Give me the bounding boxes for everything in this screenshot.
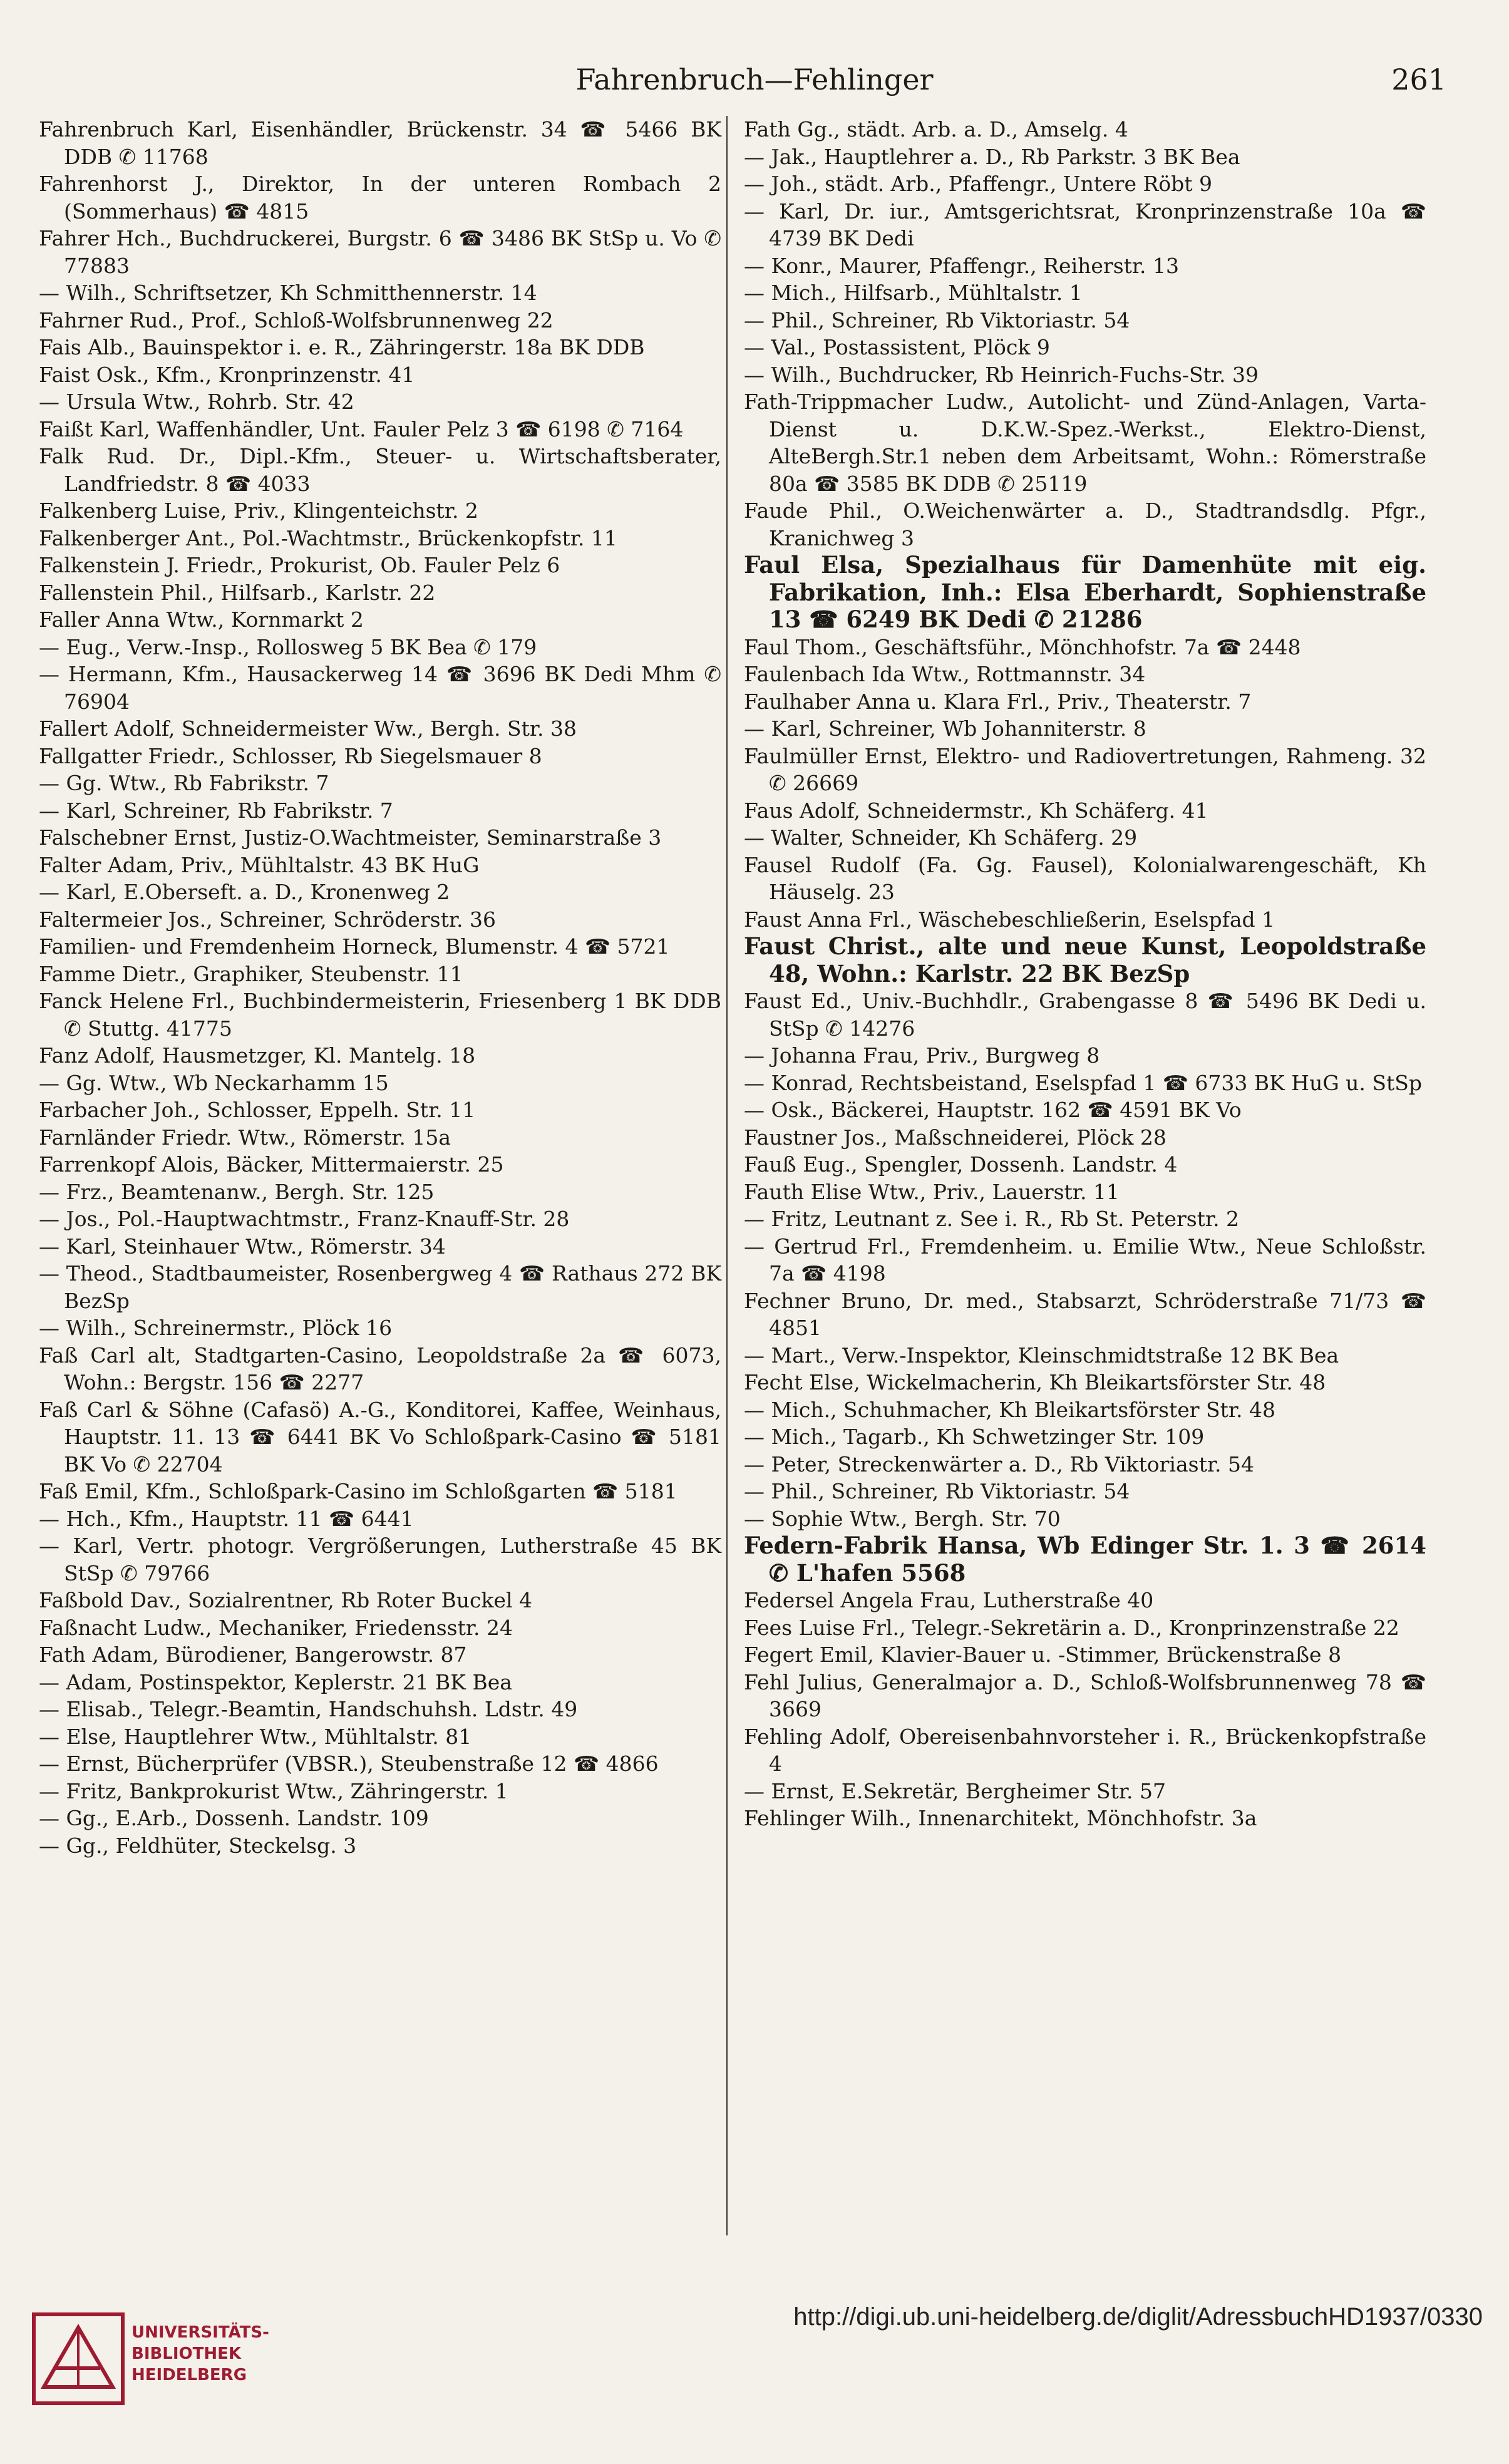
directory-entry: Fanck Helene Frl., Buchbindermeisterin, Friesenberg 1 BK DDB ✆ Stuttg. 41775 [39, 989, 721, 1041]
directory-entry: Faustner Jos., Maßschneiderei, Plöck 28 [744, 1125, 1167, 1150]
directory-entry: Fausel Rudolf (Fa. Gg. Fausel), Kolonialwarengeschäft, Kh Häuselg. 23 [744, 852, 1426, 904]
directory-entry: Faust Anna Frl., Wäschebeschließerin, Eselspfad 1 [744, 907, 1275, 932]
directory-entry: Fahrenhorst J., Direktor, In der unteren Rombach 2 (Sommerhaus) ☎ 4815 [39, 172, 721, 224]
directory-entry: Faulhaber Anna u. Klara Frl., Priv., Theaterstr. 7 [744, 689, 1252, 714]
directory-entry: — Gg., E.Arb., Dossenh. Landstr. 109 [39, 1806, 429, 1830]
directory-entry: Faist Osk., Kfm., Kronprinzenstr. 41 [39, 362, 415, 387]
library-name: UNIVERSITÄTS- BIBLIOTHEK HEIDELBERG [131, 2323, 269, 2384]
directory-entry: — Jos., Pol.-Hauptwachtmstr., Franz-Knauff-Str. 28 [39, 1207, 570, 1231]
directory-entry: — Mich., Schuhmacher, Kh Bleikartsförster Str. 48 [744, 1397, 1276, 1422]
page-footer [0, 2279, 1509, 2464]
source-url-link[interactable]: http://digi.ub.uni-heidelberg.de/diglit/AdressbuchHD1937/0330 [793, 2303, 1483, 2331]
library-logo [31, 2304, 294, 2417]
directory-entry: Faßnacht Ludw., Mechaniker, Friedensstr. 24 [39, 1615, 513, 1640]
directory-entry: — Gertrud Frl., Fremdenheim. u. Emilie Wtw., Neue Schloßstr. 7a ☎ 4198 [744, 1234, 1426, 1286]
directory-entry: Fanz Adolf, Hausmetzger, Kl. Mantelg. 18 [39, 1043, 476, 1068]
directory-entry: — Fritz, Leutnant z. See i. R., Rb St. Peterstr. 2 [744, 1207, 1240, 1231]
directory-entry: — Konrad, Rechtsbeistand, Eselspfad 1 ☎ 6733 BK HuG u. StSp [744, 1070, 1423, 1095]
directory-entry: Faßbold Dav., Sozialrentner, Rb Roter Buckel 4 [39, 1588, 533, 1612]
directory-entry: Fath Gg., städt. Arb. a. D., Amselg. 4 [744, 117, 1128, 142]
directory-entry: — Karl, Schreiner, Rb Fabrikstr. 7 [39, 798, 393, 823]
directory-entry: Fegert Emil, Klavier-Bauer u. -Stimmer, Brückenstraße 8 [744, 1642, 1342, 1667]
directory-entry: Falkenberger Ant., Pol.-Wachtmstr., Brückenkopfstr. 11 [39, 525, 617, 550]
directory-entry: Fauß Eug., Spengler, Dossenh. Landstr. 4 [744, 1152, 1178, 1177]
directory-entry: Fehling Adolf, Obereisenbahnvorsteher i. R., Brückenkopfstraße 4 [744, 1724, 1426, 1776]
column-divider [726, 116, 728, 2235]
directory-entry: Fallert Adolf, Schneidermeister Ww., Bergh. Str. 38 [39, 716, 577, 741]
directory-entry: Fauth Elise Wtw., Priv., Lauerstr. 11 [744, 1179, 1120, 1204]
directory-entry: — Mart., Verw.-Inspektor, Kleinschmidtstraße 12 BK Bea [744, 1343, 1339, 1368]
advertisement-entry: Faul Elsa, Spezialhaus für Damenhüte mit eig. Fabrikation, Inh.: Elsa Eberhardt, Sophienstraße 13 ☎ 6249 BK Dedi ✆ 21286 [744, 551, 1426, 633]
directory-entry: Farbacher Joh., Schlosser, Eppelh. Str. 11 [39, 1098, 476, 1122]
directory-entry: — Peter, Streckenwärter a. D., Rb Viktoriastr. 54 [744, 1451, 1254, 1477]
directory-entry: — Val., Postassistent, Plöck 9 [744, 335, 1050, 359]
directory-entry: — Ursula Wtw., Rohrb. Str. 42 [39, 389, 354, 414]
directory-entry: Fahrenbruch Karl, Eisenhändler, Brückenstr. 34 ☎ 5466 BK DDB ✆ 11768 [39, 117, 721, 169]
directory-entry: — Gg. Wtw., Wb Neckarhamm 15 [39, 1070, 389, 1095]
directory-entry: — Frz., Beamtenanw., Bergh. Str. 125 [39, 1179, 435, 1204]
advertisement-entry: Faust Christ., alte und neue Kunst, Leopoldstraße 48, Wohn.: Karlstr. 22 BK BezSp [744, 932, 1426, 987]
directory-entry: — Wilh., Buchdrucker, Rb Heinrich-Fuchs-Str. 39 [744, 362, 1259, 387]
directory-entry: — Jak., Hauptlehrer a. D., Rb Parkstr. 3 BK Bea [744, 144, 1240, 169]
directory-entry: Fais Alb., Bauinspektor i. e. R., Zähringerstr. 18a BK DDB [39, 335, 645, 359]
directory-entry: Falter Adam, Priv., Mühltalstr. 43 BK HuG [39, 852, 480, 877]
directory-entry: Fecht Else, Wickelmacherin, Kh Bleikartsförster Str. 48 [744, 1370, 1326, 1394]
directory-entry: — Hermann, Kfm., Hausackerweg 14 ☎ 3696 BK Dedi Mhm ✆ 76904 [39, 662, 721, 714]
directory-entry: — Ernst, Bücherprüfer (VBSR.), Steubenstraße 12 ☎ 4866 [39, 1751, 659, 1776]
directory-entry: — Gg. Wtw., Rb Fabrikstr. 7 [39, 771, 329, 795]
directory-entry: Falkenberg Luise, Priv., Klingenteichstr. 2 [39, 498, 478, 523]
directory-entry: — Konr., Maurer, Pfaffengr., Reiherstr. 13 [744, 253, 1180, 278]
directory-entry: Falkenstein J. Friedr., Prokurist, Ob. Fauler Pelz 6 [39, 553, 560, 577]
directory-entry: Fath-Trippmacher Ludw., Autolicht- und Zünd-Anlagen, Varta-Dienst u. D.K.W.-Spez.-Werkst., Elektro-Dienst, AlteBergh.Str.1 neben dem Arbeitsamt, Wohn.: Römerstraße 80a ☎ 3585 BK DDB ✆ 25119 [744, 389, 1426, 496]
directory-entry: — Wilh., Schreinermstr., Plöck 16 [39, 1316, 393, 1340]
directory-entry: — Phil., Schreiner, Rb Viktoriastr. 54 [744, 1479, 1130, 1503]
directory-entry: Fahrer Hch., Buchdruckerei, Burgstr. 6 ☎ 3486 BK StSp u. Vo ✆ 77883 [39, 226, 721, 278]
directory-entry: Faul Thom., Geschäftsführ., Mönchhofstr. 7a ☎ 2448 [744, 634, 1301, 659]
directory-entry: — Sophie Wtw., Bergh. Str. 70 [744, 1506, 1061, 1531]
directory-entry: Faus Adolf, Schneidermstr., Kh Schäferg. 41 [744, 798, 1208, 823]
running-title: Fahrenbruch—Fehlinger [575, 63, 934, 96]
directory-entry: Falschebner Ernst, Justiz-O.Wachtmeister, Seminarstraße 3 [39, 825, 662, 850]
directory-entry: Falk Rud. Dr., Dipl.-Kfm., Steuer- u. Wirtschaftsberater, Landfriedstr. 8 ☎ 4033 [39, 444, 721, 496]
directory-entry: Faulmüller Ernst, Elektro- und Radiovertretungen, Rahmeng. 32 ✆ 26669 [744, 743, 1426, 795]
directory-entry: — Karl, Schreiner, Wb Johanniterstr. 8 [744, 716, 1146, 741]
directory-entry: Farnländer Friedr. Wtw., Römerstr. 15a [39, 1125, 451, 1150]
directory-entry: Famme Dietr., Graphiker, Steubenstr. 11 [39, 961, 463, 986]
directory-entry: Faß Carl & Söhne (Cafasö) A.-G., Konditorei, Kaffee, Weinhaus, Hauptstr. 11. 13 ☎ 6441 BK Vo Schloßpark-Casino ☎ 5181 BK Vo ✆ 22704 [39, 1397, 721, 1477]
directory-entry: Fallenstein Phil., Hilfsarb., Karlstr. 22 [39, 580, 436, 605]
directory-entry: — Karl, Dr. iur., Amtsgerichtsrat, Kronprinzenstraße 10a ☎ 4739 BK Dedi [744, 198, 1426, 250]
directory-entry: — Mich., Tagarb., Kh Schwetzinger Str. 109 [744, 1425, 1205, 1449]
directory-entry: Faißt Karl, Waffenhändler, Unt. Fauler Pelz 3 ☎ 6198 ✆ 7164 [39, 416, 684, 441]
directory-entry: Faß Carl alt, Stadtgarten-Casino, Leopoldstraße 2a ☎ 6073, Wohn.: Bergstr. 156 ☎ 2277 [39, 1343, 721, 1394]
directory-entry: Fahrner Rud., Prof., Schloß-Wolfsbrunnenweg 22 [39, 307, 554, 332]
directory-entry: Faller Anna Wtw., Kornmarkt 2 [39, 607, 364, 632]
university-library-logo-icon [31, 2312, 125, 2406]
directory-entry: — Hch., Kfm., Hauptstr. 11 ☎ 6441 [39, 1506, 414, 1531]
directory-entry: Faulenbach Ida Wtw., Rottmannstr. 34 [744, 662, 1146, 686]
directory-entry: Fehlinger Wilh., Innenarchitekt, Mönchhofstr. 3a [744, 1806, 1257, 1830]
directory-entry: — Gg., Feldhüter, Steckelsg. 3 [39, 1833, 357, 1858]
directory-entry: — Osk., Bäckerei, Hauptstr. 162 ☎ 4591 BK Vo [744, 1098, 1242, 1122]
directory-entry: Fehl Julius, Generalmajor a. D., Schloß-Wolfsbrunnenweg 78 ☎ 3669 [744, 1669, 1426, 1721]
directory-entry: Faß Emil, Kfm., Schloßpark-Casino im Schloßgarten ☎ 5181 [39, 1479, 677, 1503]
left-column [39, 116, 721, 1859]
directory-entry: — Ernst, E.Sekretär, Bergheimer Str. 57 [744, 1778, 1166, 1803]
page-header [0, 63, 1509, 113]
directory-entry: — Wilh., Schriftsetzer, Kh Schmitthennerstr. 14 [39, 281, 537, 305]
directory-entry: — Elisab., Telegr.-Beamtin, Handschuhsh. Ldstr. 49 [39, 1697, 578, 1721]
directory-entry: Faude Phil., O.Weichenwärter a. D., Stadtrandsdlg. Pfgr., Kranichweg 3 [744, 498, 1426, 550]
directory-entry: Fees Luise Frl., Telegr.-Sekretärin a. D., Kronprinzenstraße 22 [744, 1615, 1399, 1640]
directory-entry: Fechner Bruno, Dr. med., Stabsarzt, Schröderstraße 71/73 ☎ 4851 [744, 1288, 1426, 1340]
directory-entry: Fath Adam, Bürodiener, Bangerowstr. 87 [39, 1642, 467, 1667]
directory-entry: Faltermeier Jos., Schreiner, Schröderstr. 36 [39, 907, 496, 932]
directory-entry: — Johanna Frau, Priv., Burgweg 8 [744, 1043, 1100, 1068]
directory-entry: — Joh., städt. Arb., Pfaffengr., Untere Röbt 9 [744, 172, 1213, 196]
directory-entry: — Eug., Verw.-Insp., Rollosweg 5 BK Bea ✆ 179 [39, 634, 537, 659]
right-column [744, 116, 1426, 1832]
page-number: 261 [1391, 63, 1446, 96]
directory-entry: — Walter, Schneider, Kh Schäferg. 29 [744, 825, 1138, 850]
directory-entry: — Mich., Hilfsarb., Mühltalstr. 1 [744, 281, 1083, 305]
directory-entry: — Fritz, Bankprokurist Wtw., Zähringerstr. 1 [39, 1778, 508, 1803]
advertisement-entry: Federn-Fabrik Hansa, Wb Edinger Str. 1. 3 ☎ 2614 ✆ L'hafen 5568 [744, 1532, 1426, 1587]
directory-entry: — Karl, E.Oberseft. a. D., Kronenweg 2 [39, 880, 450, 904]
directory-entry: — Theod., Stadtbaumeister, Rosenbergweg 4 ☎ Rathaus 272 BK BezSp [39, 1261, 721, 1313]
directory-entry: — Else, Hauptlehrer Wtw., Mühltalstr. 81 [39, 1724, 472, 1749]
directory-entry: — Adam, Postinspektor, Keplerstr. 21 BK Bea [39, 1669, 512, 1694]
directory-entry: Faust Ed., Univ.-Buchhdlr., Grabengasse 8 ☎ 5496 BK Dedi u. StSp ✆ 14276 [744, 989, 1426, 1041]
directory-entry: — Karl, Steinhauer Wtw., Römerstr. 34 [39, 1234, 446, 1259]
directory-entry: — Phil., Schreiner, Rb Viktoriastr. 54 [744, 307, 1130, 332]
directory-entry: Federsel Angela Frau, Lutherstraße 40 [744, 1588, 1154, 1612]
directory-entry: Farrenkopf Alois, Bäcker, Mittermaierstr. 25 [39, 1152, 504, 1177]
directory-entry: — Karl, Vertr. photogr. Vergrößerungen, Lutherstraße 45 BK StSp ✆ 79766 [39, 1534, 721, 1585]
directory-entry: Familien- und Fremdenheim Horneck, Blumenstr. 4 ☎ 5721 [39, 934, 670, 959]
directory-entry: Fallgatter Friedr., Schlosser, Rb Siegelsmauer 8 [39, 743, 542, 768]
